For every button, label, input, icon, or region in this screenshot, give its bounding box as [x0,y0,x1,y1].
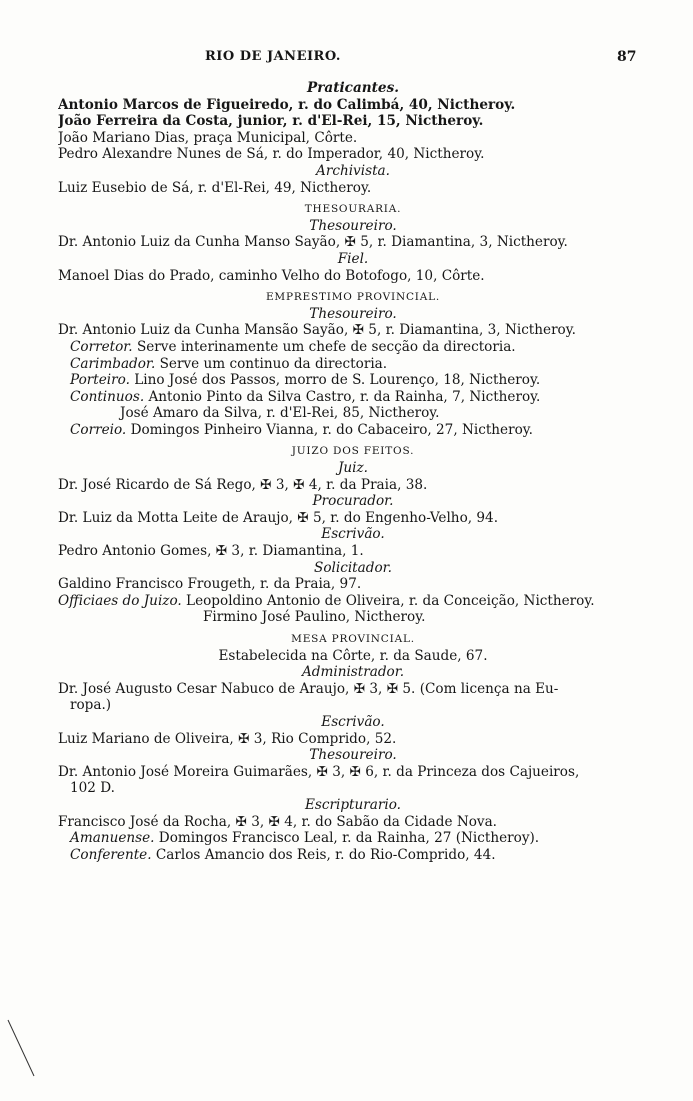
entry-line: Corretor. Serve interinamente um chefe de secção da directoria. [70,338,516,355]
entry-line: Dr. Antonio Luiz da Cunha Mansão Sayão, ✠ 5, r. Diamantina, 3, Nictheroy. [58,322,576,339]
entry-line: Carimbador. Serve um continuo da directoria. [70,355,388,372]
running-title: RIO DE JANEIRO. [205,49,341,64]
entry-line: Dr. José Ricardo de Sá Rego, ✠ 3, ✠ 4, r. da Praia, 38. [58,476,428,493]
section-heading: Thesoureiro. [309,305,397,322]
pen-stroke-mark [6,1018,36,1078]
entry-line: João Mariano Dias, praça Municipal, Côrte. [58,129,358,146]
entry-line: Officiaes do Juizo. Leopoldino Antonio de Oliveira, r. da Conceição, Nictheroy. [58,592,595,609]
role-label: Correio. [70,421,127,438]
entry-line: Pedro Alexandre Nunes de Sá, r. do Imperador, 40, Nictheroy. [58,146,485,163]
role-label: Officiaes do Juizo. [58,592,182,609]
entry-line: Dr. Antonio Luiz da Cunha Manso Sayão, ✠ 5, r. Diamantina, 3, Nictheroy. [58,234,568,251]
entry-line: Luiz Mariano de Oliveira, ✠ 3, Rio Comprido, 52. [58,730,397,747]
entry-line: Continuos. Antonio Pinto da Silva Castro, r. da Rainha, 7, Nictheroy. [70,388,541,405]
entry-line: João Ferreira da Costa, junior, r. d'El-Rei, 15, Nictheroy. [58,113,484,130]
section-heading: Procurador. [312,493,394,510]
entry-line: Porteiro. Lino José dos Passos, morro de S. Lourenço, 18, Nictheroy. [70,372,541,389]
entry-line: Manoel Dias do Prado, caminho Velho do Botofogo, 10, Côrte. [58,267,485,284]
entry-line: ropa.) [70,697,112,714]
entry-line: Dr. Antonio José Moreira Guimarães, ✠ 3, ✠ 6, r. da Princeza dos Cajueiros, [58,763,580,780]
entry-line: José Amaro da Silva, r. d'El-Rei, 85, Nictheroy. [120,405,440,422]
section-heading: Administrador. [301,664,405,681]
entry-line: Firmino José Paulino, Nictheroy. [203,609,426,626]
role-label: Continuos. [70,388,145,405]
section-heading: Praticantes. [307,80,399,96]
entry-line: Luiz Eusebio de Sá, r. d'El-Rei, 49, Nictheroy. [58,179,372,196]
entry-line: Pedro Antonio Gomes, ✠ 3, r. Diamantina, 1. [58,543,364,560]
section-heading: Juiz. [337,460,369,477]
entry-line: 102 D. [70,780,116,797]
entry-line: Conferente. Carlos Amancio dos Reis, r. do Rio-Comprido, 44. [70,846,496,863]
section-heading: Archivista. [316,162,390,179]
role-label: Corretor. [70,338,133,355]
department-heading: MESA PROVINCIAL. [291,633,415,645]
page-body [58,80,648,863]
entry-line: Francisco José da Rocha, ✠ 3, ✠ 4, r. do Sabão da Cidade Nova. [58,813,498,830]
entry-line: Estabelecida na Côrte, r. da Saude, 67. [218,647,488,664]
entry-line: Antonio Marcos de Figueiredo, r. do Calimbá, 40, Nictheroy. [58,96,516,113]
entry-line: Dr. Luiz da Motta Leite de Araujo, ✠ 5, r. do Engenho-Velho, 94. [58,509,499,526]
section-heading: Thesoureiro. [309,747,397,764]
role-label: Amanuense. [70,830,155,847]
role-label: Porteiro. [70,372,130,389]
department-heading: JUIZO DOS FEITOS. [291,445,415,458]
department-heading: EMPRESTIMO PROVINCIAL. [265,291,441,304]
section-heading: Escrivão. [321,713,385,730]
page-number: 87 [617,49,637,65]
entry-line: Amanuense. Domingos Francisco Leal, r. da Rainha, 27 (Nictheroy). [70,830,540,847]
section-heading: Escripturario. [305,796,401,813]
section-heading: Thesoureiro. [309,217,397,234]
section-heading: Escrivão. [321,526,385,543]
section-heading: Fiel. [337,250,369,267]
role-label: Conferente. [70,846,152,863]
section-heading: Solicitador. [314,559,392,576]
department-heading: THESOURARIA. [304,203,402,216]
role-label: Carimbador. [70,355,156,372]
entry-line: Correio. Domingos Pinheiro Vianna, r. do Cabaceiro, 27, Nictheroy. [70,421,533,438]
entry-line: Galdino Francisco Frougeth, r. da Praia, 97. [58,576,362,593]
entry-line: Dr. José Augusto Cesar Nabuco de Araujo, ✠ 3, ✠ 5. (Com licença na Eu- [58,680,559,697]
